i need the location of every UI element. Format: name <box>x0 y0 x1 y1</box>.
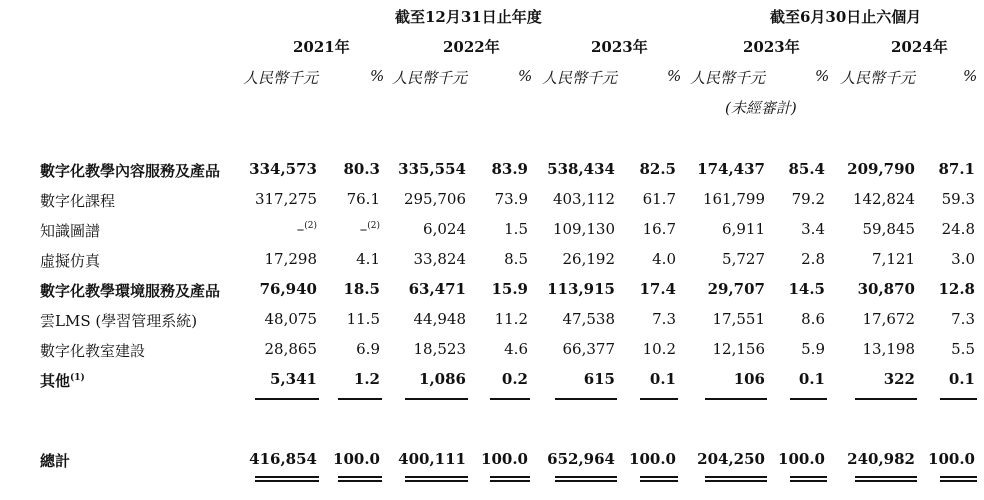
cell-value: 5.9 <box>801 340 825 358</box>
underline-rule <box>405 480 468 482</box>
cell-value: 29,707 <box>707 280 765 298</box>
cell-value: – <box>296 220 305 238</box>
cell-value: – <box>359 220 368 238</box>
year-2022: 2022年 <box>443 38 500 56</box>
cell-value: 47,538 <box>562 310 615 328</box>
table-cell <box>885 370 975 388</box>
cell-value: 0.2 <box>501 370 528 388</box>
table-cell <box>290 250 380 268</box>
table-cell <box>735 220 825 238</box>
table-cell <box>290 340 380 358</box>
cell-value: 0.1 <box>948 370 975 388</box>
year-2021: 2021年 <box>293 38 350 56</box>
cell-value: 1.5 <box>504 220 528 238</box>
cell-value: 16.7 <box>642 220 676 238</box>
total-label: 總計 <box>40 452 71 470</box>
table-cell <box>885 220 975 238</box>
table-cell <box>438 160 528 178</box>
table-cell <box>885 450 975 468</box>
underline-rule <box>940 398 977 400</box>
table-cell <box>885 280 975 298</box>
cell-value: 28,865 <box>264 340 317 358</box>
underline-rule <box>705 480 767 482</box>
cell-value: 8.5 <box>504 250 528 268</box>
cell-value: 12.8 <box>938 280 975 298</box>
unit-rmb: 人民幣千元 <box>243 69 319 87</box>
table-cell <box>583 370 676 388</box>
cell-value: 317,275 <box>254 190 317 208</box>
cell-value: 335,554 <box>398 160 466 178</box>
underline-rule <box>640 398 678 400</box>
cell-value: 5,341 <box>270 370 317 388</box>
underline-rule <box>490 480 530 482</box>
unit-pct: % <box>963 67 978 85</box>
underline-rule <box>790 398 827 400</box>
cell-value: 615 <box>583 370 615 388</box>
table-cell <box>885 190 975 208</box>
cell-value: 83.9 <box>491 160 528 178</box>
cell-value: 538,434 <box>547 160 615 178</box>
row-label: 知識圖譜 <box>40 222 101 240</box>
cell-value: 61.7 <box>642 190 676 208</box>
cell-value: 4.6 <box>504 340 528 358</box>
table-cell <box>735 160 825 178</box>
underline-rule <box>405 476 468 478</box>
unit-pct: % <box>370 67 385 85</box>
unit-rmb: 人民幣千元 <box>542 69 618 87</box>
cell-value: 0.1 <box>798 370 825 388</box>
cell-value: 6,024 <box>423 220 466 238</box>
row-label: 數字化教學環境服務及產品 <box>40 282 221 300</box>
unaudited-note: (未經審計) <box>725 99 797 117</box>
table-cell <box>290 370 380 388</box>
cell-value: 17,551 <box>712 310 765 328</box>
cell-value: 80.3 <box>343 160 380 178</box>
cell-value: 652,964 <box>547 450 615 468</box>
table-cell <box>586 190 676 208</box>
table-cell <box>290 310 380 328</box>
table-cell <box>735 250 825 268</box>
unit-pct: % <box>667 67 682 85</box>
cell-value: 24.8 <box>941 220 975 238</box>
table-cell <box>438 340 528 358</box>
cell-value: 13,198 <box>862 340 915 358</box>
cell-value: 7,121 <box>872 250 915 268</box>
cell-value: 5.5 <box>951 340 975 358</box>
cell-value: 14.5 <box>788 280 825 298</box>
table-cell <box>438 370 528 388</box>
cell-value: 59,845 <box>862 220 915 238</box>
underline-rule <box>855 480 917 482</box>
table-cell <box>290 450 380 468</box>
table-cell <box>586 250 676 268</box>
table-cell <box>735 190 825 208</box>
underline-rule <box>490 476 530 478</box>
year-2023: 2023年 <box>591 38 648 56</box>
cell-value: 3.4 <box>801 220 825 238</box>
cell-value: 63,471 <box>408 280 466 298</box>
underline-rule <box>640 480 678 482</box>
underline-rule <box>405 398 468 400</box>
table-cell <box>290 220 380 238</box>
table-cell <box>438 450 528 468</box>
cell-value: 7.3 <box>652 310 676 328</box>
year-2023-h1: 2023年 <box>743 38 800 56</box>
table-cell <box>438 310 528 328</box>
table-cell <box>735 450 825 468</box>
cell-value: 11.2 <box>494 310 528 328</box>
row-label: 數字化教室建設 <box>40 342 146 360</box>
table-cell <box>290 280 380 298</box>
row-label: 數字化課程 <box>40 192 116 210</box>
table-cell <box>735 280 825 298</box>
group-header-interim: 截至6月30日止六個月 <box>770 8 922 26</box>
row-label: 雲LMS (學習管理系統) <box>40 312 198 330</box>
row-label <box>40 370 85 391</box>
footnote-marker: (1) <box>70 373 85 383</box>
unit-rmb: 人民幣千元 <box>392 69 468 87</box>
group-header-annual: 截至12月31日止年度 <box>395 8 542 26</box>
cell-value: 18.5 <box>343 280 380 298</box>
cell-value: 17.4 <box>639 280 676 298</box>
cell-value: 174,437 <box>697 160 765 178</box>
underline-rule <box>705 476 767 478</box>
underline-rule <box>555 476 617 478</box>
underline-rule <box>255 476 319 478</box>
cell-value: 100.0 <box>481 450 528 468</box>
cell-value: 100.0 <box>778 450 825 468</box>
unit-rmb: 人民幣千元 <box>840 69 916 87</box>
cell-value: 6,911 <box>722 220 765 238</box>
cell-value: 100.0 <box>333 450 380 468</box>
row-label-text: 其他 <box>40 372 71 390</box>
underline-rule <box>255 398 319 400</box>
underline-rule <box>490 398 530 400</box>
cell-value: 10.2 <box>642 340 676 358</box>
cell-value: 100.0 <box>629 450 676 468</box>
cell-value: 30,870 <box>857 280 915 298</box>
underline-rule <box>940 480 977 482</box>
unit-pct: % <box>815 67 830 85</box>
cell-value: 161,799 <box>702 190 765 208</box>
footnote-marker: (2) <box>304 221 317 231</box>
cell-value: 403,112 <box>552 190 615 208</box>
cell-value: 3.0 <box>951 250 975 268</box>
cell-value: 322 <box>883 370 915 388</box>
cell-value: 4.1 <box>356 250 380 268</box>
cell-value: 85.4 <box>788 160 825 178</box>
table-cell <box>586 160 676 178</box>
underline-rule <box>338 476 382 478</box>
row-label: 數字化教學內容服務及產品 <box>40 162 221 180</box>
underline-rule <box>255 480 319 482</box>
cell-value: 113,915 <box>547 280 615 298</box>
cell-value: 0.1 <box>649 370 676 388</box>
cell-value: 44,948 <box>413 310 466 328</box>
table-cell <box>586 220 676 238</box>
cell-value: 48,075 <box>264 310 317 328</box>
cell-value: 73.9 <box>494 190 528 208</box>
underline-rule <box>705 398 767 400</box>
cell-value: 87.1 <box>938 160 975 178</box>
underline-rule <box>640 476 678 478</box>
cell-value: 26,192 <box>562 250 615 268</box>
row-label: 虛擬仿真 <box>40 252 101 270</box>
underline-rule <box>790 480 827 482</box>
table-cell <box>735 370 825 388</box>
table-cell <box>885 250 975 268</box>
year-2024-h1: 2024年 <box>891 38 948 56</box>
cell-value: 142,824 <box>852 190 915 208</box>
cell-value: 106 <box>733 370 765 388</box>
cell-value: 416,854 <box>249 450 317 468</box>
cell-value: 5,727 <box>722 250 765 268</box>
underline-rule <box>855 476 917 478</box>
table-cell <box>438 250 528 268</box>
cell-value: 76.1 <box>346 190 380 208</box>
table-cell <box>735 310 825 328</box>
cell-value: 33,824 <box>413 250 466 268</box>
cell-value: 11.5 <box>346 310 380 328</box>
footnote-marker: (2) <box>367 221 380 231</box>
table-cell <box>438 190 528 208</box>
cell-value: 4.0 <box>652 250 676 268</box>
cell-value: 400,111 <box>398 450 466 468</box>
cell-value: 295,706 <box>403 190 466 208</box>
cell-value: 8.6 <box>801 310 825 328</box>
table-cell <box>586 450 676 468</box>
cell-value: 100.0 <box>928 450 975 468</box>
unit-pct: % <box>518 67 533 85</box>
cell-value: 17,298 <box>264 250 317 268</box>
cell-value: 109,130 <box>552 220 615 238</box>
cell-value: 6.9 <box>356 340 380 358</box>
table-cell <box>885 160 975 178</box>
table-cell <box>438 220 528 238</box>
table-cell <box>885 310 975 328</box>
cell-value: 17,672 <box>862 310 915 328</box>
underline-rule <box>555 398 617 400</box>
cell-value: 240,982 <box>847 450 915 468</box>
cell-value: 18,523 <box>413 340 466 358</box>
table-cell <box>586 280 676 298</box>
cell-value: 79.2 <box>791 190 825 208</box>
cell-value: 12,156 <box>712 340 765 358</box>
table-cell <box>438 280 528 298</box>
underline-rule <box>940 476 977 478</box>
cell-value: 204,250 <box>697 450 765 468</box>
cell-value: 334,573 <box>249 160 317 178</box>
unit-rmb: 人民幣千元 <box>690 69 766 87</box>
cell-value: 66,377 <box>562 340 615 358</box>
cell-value: 1.2 <box>353 370 380 388</box>
table-cell <box>290 160 380 178</box>
table-cell <box>290 190 380 208</box>
table-cell <box>885 340 975 358</box>
table-cell <box>586 310 676 328</box>
cell-value: 209,790 <box>847 160 915 178</box>
underline-rule <box>555 480 617 482</box>
underline-rule <box>338 398 382 400</box>
table-cell <box>586 340 676 358</box>
cell-value: 7.3 <box>951 310 975 328</box>
cell-value: 15.9 <box>491 280 528 298</box>
cell-value: 1,086 <box>419 370 466 388</box>
cell-value: 76,940 <box>259 280 317 298</box>
underline-rule <box>790 476 827 478</box>
cell-value: 2.8 <box>801 250 825 268</box>
underline-rule <box>338 480 382 482</box>
underline-rule <box>855 398 917 400</box>
table-cell <box>735 340 825 358</box>
cell-value: 59.3 <box>941 190 975 208</box>
cell-value: 82.5 <box>639 160 676 178</box>
